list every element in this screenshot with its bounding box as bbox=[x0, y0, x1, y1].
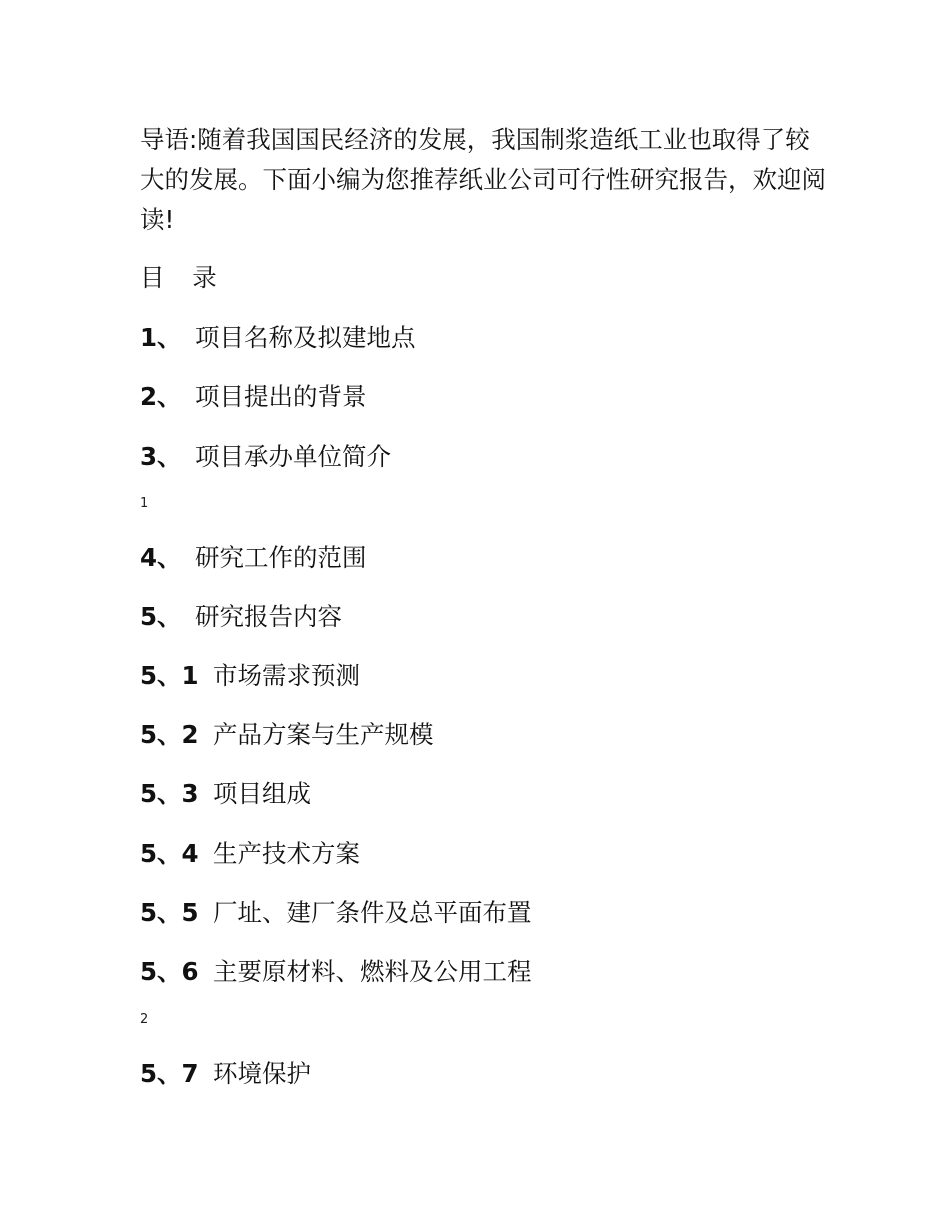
toc-item bbox=[140, 1056, 311, 1092]
toc-item-title: 产品方案与生产规模 bbox=[213, 720, 434, 749]
toc-item bbox=[140, 658, 360, 694]
toc-item-number: 5、2 bbox=[140, 720, 199, 749]
toc-item bbox=[140, 954, 532, 990]
page-number: 1 bbox=[140, 496, 149, 511]
toc-item bbox=[140, 776, 311, 812]
toc-item-number: 5、6 bbox=[140, 957, 199, 986]
toc-item-number: 5、7 bbox=[140, 1059, 199, 1088]
toc-item-number: 3、 bbox=[140, 442, 182, 471]
toc-item bbox=[140, 717, 434, 753]
toc-item bbox=[140, 379, 367, 415]
toc-item bbox=[140, 836, 360, 872]
toc-heading: 目 录 bbox=[140, 263, 227, 292]
toc-item-title: 研究工作的范围 bbox=[195, 543, 367, 572]
page-number: 2 bbox=[140, 1012, 149, 1027]
toc-item-title: 生产技术方案 bbox=[213, 839, 360, 868]
toc-item bbox=[140, 439, 391, 475]
intro-paragraph: 导语:随着我国国民经济的发展，我国制浆造纸工业也取得了较大的发展。下面小编为您推荐纸业公司可行性研究报告，欢迎阅读! bbox=[140, 125, 826, 234]
toc-item-title: 项目承办单位简介 bbox=[195, 442, 391, 471]
toc-item bbox=[140, 540, 367, 576]
toc-item-number: 5、1 bbox=[140, 661, 199, 690]
toc-item-number: 5、5 bbox=[140, 898, 199, 927]
toc-item bbox=[140, 599, 342, 635]
toc-item-title: 项目提出的背景 bbox=[195, 382, 367, 411]
toc-item-title: 研究报告内容 bbox=[195, 602, 342, 631]
toc-item-number: 5、3 bbox=[140, 779, 199, 808]
toc-item-title: 主要原材料、燃料及公用工程 bbox=[213, 957, 532, 986]
toc-item-number: 1、 bbox=[140, 323, 182, 352]
toc-item-title: 厂址、建厂条件及总平面布置 bbox=[213, 898, 532, 927]
toc-item-title: 市场需求预测 bbox=[213, 661, 360, 690]
toc-item-title: 项目名称及拟建地点 bbox=[195, 323, 416, 352]
toc-item-number: 5、4 bbox=[140, 839, 199, 868]
toc-item-title: 环境保护 bbox=[213, 1059, 311, 1088]
toc-item-number: 5、 bbox=[140, 602, 182, 631]
toc-item bbox=[140, 320, 416, 356]
toc-item-number: 2、 bbox=[140, 382, 182, 411]
toc-item bbox=[140, 895, 532, 931]
toc-item-number: 4、 bbox=[140, 543, 182, 572]
toc-item-title: 项目组成 bbox=[213, 779, 311, 808]
